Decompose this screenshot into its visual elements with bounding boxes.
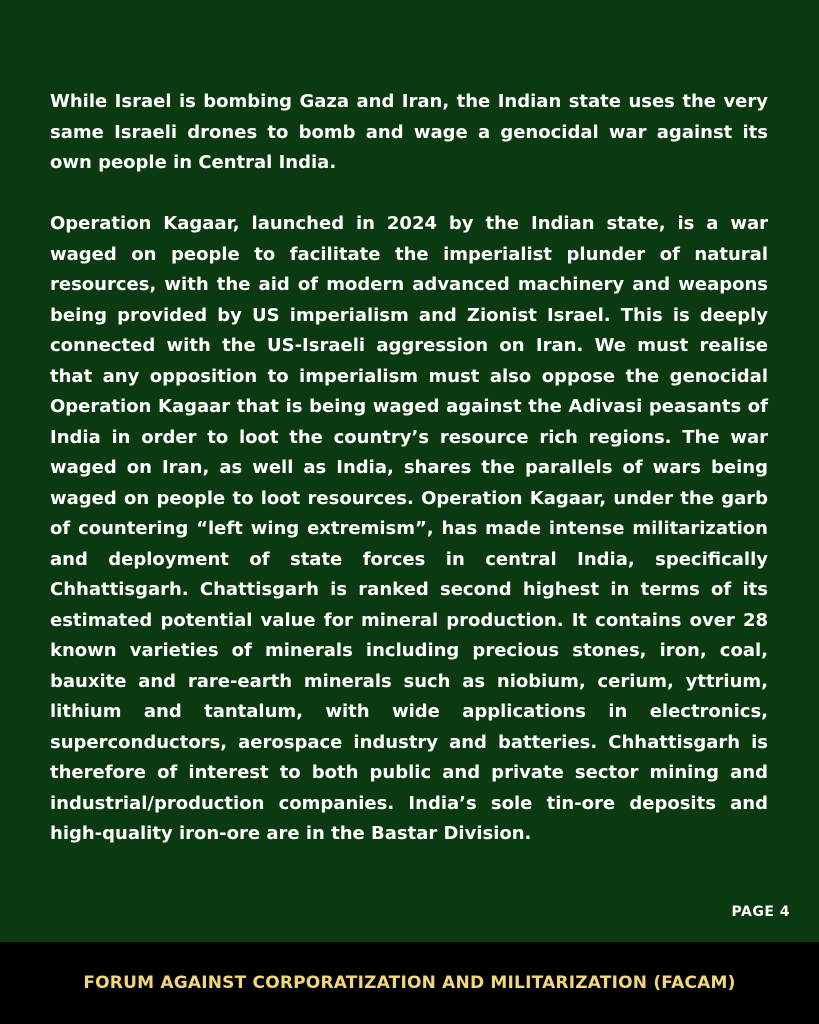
footer-bar — [0, 942, 819, 1024]
organization-name: FORUM AGAINST CORPORATIZATION AND MILITARIZATION (FACAM) — [83, 973, 736, 993]
article-body — [50, 87, 768, 850]
paragraph-intro: While Israel is bombing Gaza and Iran, the Indian state uses the very same Israeli drones to bomb and wage a genocidal war against its own people in Central India. — [50, 91, 768, 173]
page-number: PAGE 4 — [731, 904, 790, 920]
paragraph-operation-kagaar: Operation Kagaar, launched in 2024 by the Indian state, is a war waged on people to facilitate the imperialist plunder of natural resources, with the aid of modern advanced machinery and weapons being provided by US imperialism and Zionist Israel. This is deeply connected with the US-Israeli aggression on Iran. We must realise that any opposition to imperialism must also oppose the genocidal Operation Kagaar that is being waged against the Adivasi peasants of India in order to loot the country’s resource rich regions. The war waged on Iran, as well as India, shares the parallels of wars being waged on people to loot resources. Operation Kagaar, under the garb of countering “left wing extremism”, has made intense militarization and deployment of state forces in central India, specifically Chhattisgarh. Chattisgarh is ranked second highest in terms of its estimated potential value for mineral production. It contains over 28 known varieties of minerals including precious stones, iron, coal, bauxite and rare-earth minerals such as niobium, cerium, yttrium, lithium and tantalum, with wide applications in electronics, superconductors, aerospace industry and batteries. Chhattisgarh is therefore of interest to both public and private sector mining and industrial/production companies. India’s sole tin-ore deposits and high-quality iron-ore are in the Bastar Division. — [50, 213, 768, 844]
